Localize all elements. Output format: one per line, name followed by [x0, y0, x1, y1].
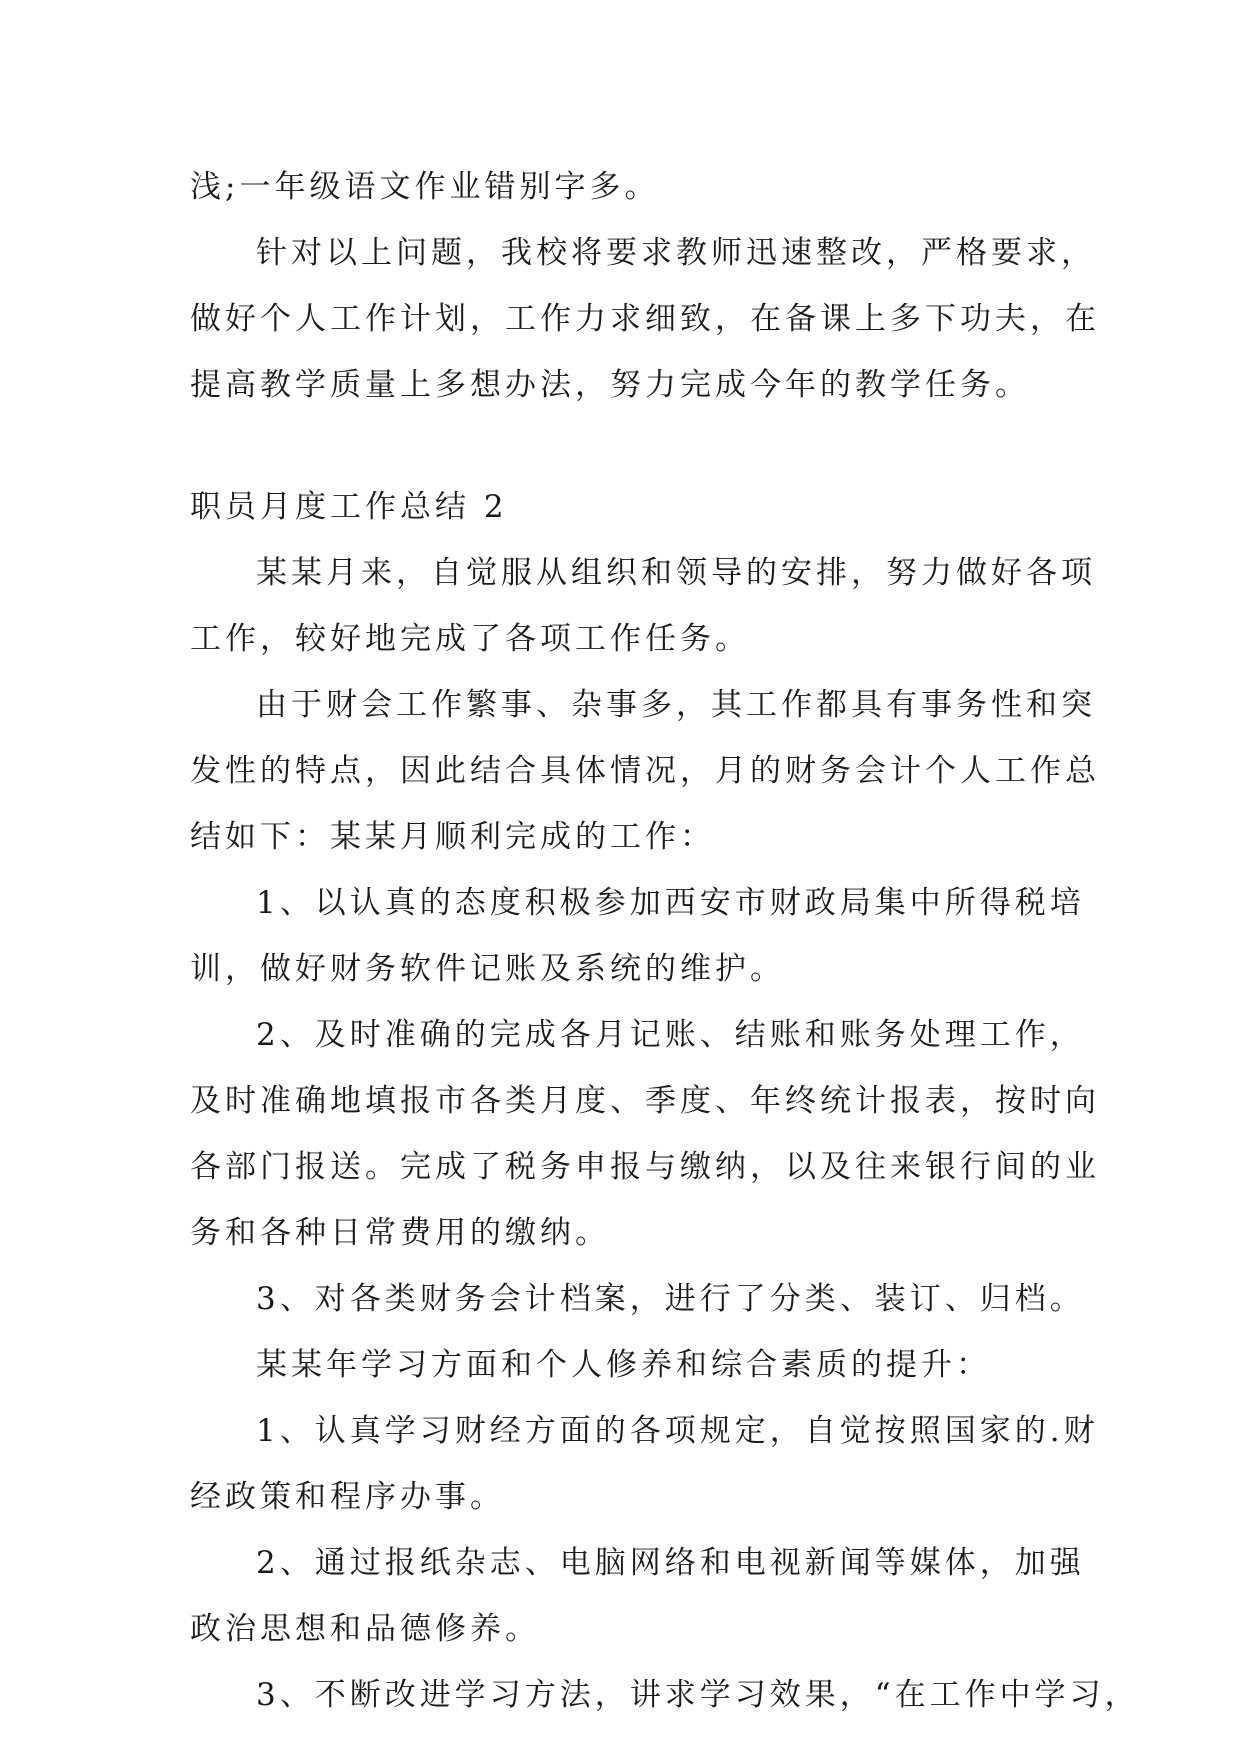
paragraph-line: 由于财会工作繁事、杂事多，其工作都具有事务性和突: [256, 687, 1096, 723]
paragraph: [190, 1332, 1070, 1398]
paragraph-line: 某某月来，自觉服从组织和领导的安排，努力做好各项: [256, 555, 1096, 591]
paragraph-line: 政治思想和品德修养。: [190, 1611, 540, 1647]
paragraph: [190, 220, 1100, 418]
paragraph-line: 训，做好财务软件记账及系统的维护。: [190, 951, 785, 987]
paragraph-line: 发性的特点，因此结合具体情况，月的财务会计个人工作总: [190, 753, 1100, 789]
paragraph-line: 3、不断改进学习方法，讲求学习效果，“在工作中学习，: [256, 1677, 1140, 1713]
section-title: 职员月度工作总结 2: [190, 489, 508, 525]
paragraph: [190, 672, 1100, 870]
paragraph-line: 2、通过报纸杂志、电脑网络和电视新闻等媒体，加强: [256, 1545, 1085, 1581]
paragraph-line: 提高教学质量上多想办法，努力完成今年的教学任务。: [190, 367, 1030, 403]
paragraph-line: 2、及时准确的完成各月记账、结账和账务处理工作，: [256, 1017, 1085, 1053]
paragraph: [190, 1266, 1085, 1332]
paragraph: [190, 1002, 1100, 1266]
paragraph-line: 工作，较好地完成了各项工作任务。: [190, 621, 750, 657]
paragraph-line: 1、以认真的态度积极参加西安市财政局集中所得税培: [256, 885, 1085, 921]
paragraph-line: 针对以上问题，我校将要求教师迅速整改，严格要求，: [256, 235, 1096, 271]
paragraph-line: 做好个人工作计划，工作力求细致，在备课上多下功夫，在: [190, 301, 1100, 337]
paragraph: [190, 540, 1096, 672]
paragraph: [190, 1662, 1140, 1728]
paragraph-line: 及时准确地填报市各类月度、季度、年终统计报表，按时向: [190, 1083, 1100, 1119]
document-page: [190, 154, 1140, 1728]
paragraph-line: 结如下：某某月顺利完成的工作：: [190, 819, 715, 855]
paragraph-line: 3、对各类财务会计档案，进行了分类、装订、归档。: [256, 1281, 1085, 1317]
paragraph: [190, 870, 1085, 1002]
paragraph-line: 各部门报送。完成了税务申报与缴纳，以及往来银行间的业: [190, 1149, 1100, 1185]
paragraph-line: 务和各种日常费用的缴纳。: [190, 1215, 610, 1251]
paragraph-line: 浅;一年级语文作业错别字多。: [190, 169, 660, 205]
paragraph-line: 1、认真学习财经方面的各项规定，自觉按照国家的.财: [256, 1413, 1099, 1449]
paragraph-line: 某某年学习方面和个人修养和综合素质的提升：: [256, 1347, 991, 1383]
paragraph-line: 经政策和程序办事。: [190, 1479, 505, 1515]
paragraph: [190, 1530, 1085, 1662]
paragraph: [190, 1398, 1099, 1530]
